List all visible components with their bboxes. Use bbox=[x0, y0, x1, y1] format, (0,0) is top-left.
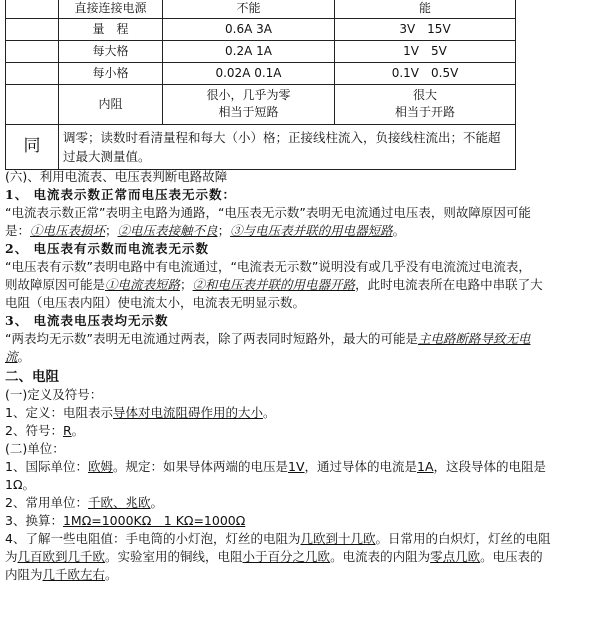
values-text4: 。电压表的 bbox=[480, 549, 543, 564]
conversion-line bbox=[5, 512, 609, 530]
conversion-formula: 1MΩ=1000KΩ 1 KΩ=1000Ω bbox=[62, 513, 246, 528]
section-fault-title: (六)、利用电流表、电压表判断电路故障 bbox=[5, 169, 228, 184]
case3-text: “两表均无示数”表明无电流通过两表，除了两表同时短路外，最大的可能是 bbox=[5, 331, 418, 346]
si-unit-current: 1A bbox=[417, 459, 434, 474]
case1-sep1: ； bbox=[105, 223, 118, 238]
row-label-small-division: 每小格 bbox=[59, 62, 163, 84]
ammeter-internal-resistance bbox=[163, 84, 335, 124]
symbol-prefix: 2、符号： bbox=[5, 423, 63, 438]
row-label-internal-resistance: 内阻 bbox=[59, 84, 163, 124]
case3-heading: 3、 电流表电压表均无示数 bbox=[5, 313, 169, 328]
si-unit-line2: 1Ω。 bbox=[5, 477, 36, 492]
unit-subtitle: (二)单位： bbox=[5, 441, 65, 456]
values-copper-wire: 小于百分之几欧 bbox=[242, 549, 331, 564]
common-unit-end: 。 bbox=[150, 495, 163, 510]
symbol-end: 。 bbox=[71, 423, 85, 438]
values-ammeter: 零点几欧 bbox=[430, 549, 481, 564]
case2-line2 bbox=[5, 276, 609, 294]
case3-line2 bbox=[5, 348, 609, 366]
case1-end: 。 bbox=[392, 223, 406, 238]
case2-end: ，此时电流表所在电路中串联了大 bbox=[355, 277, 543, 292]
values-voltmeter: 几千欧左右 bbox=[42, 567, 106, 582]
definition-underlined: 导体对电流阻碍作用的大小 bbox=[112, 405, 263, 420]
notes-body bbox=[5, 168, 609, 584]
definition-prefix: 1、定义：电阻表示 bbox=[5, 405, 113, 420]
voltmeter-internal-resistance bbox=[335, 84, 516, 124]
row-label-big-division: 每大格 bbox=[59, 40, 163, 62]
si-unit-text1: 。规定：如果导体两端的电压是 bbox=[112, 459, 288, 474]
case2-reason2: ②和电压表并联的用电器开路 bbox=[192, 277, 356, 292]
meter-comparison-table bbox=[5, 0, 516, 170]
ammeter-resistance-line2: 相当于短路 bbox=[218, 105, 279, 119]
common-unit-names: 千欧、兆欧 bbox=[87, 495, 151, 510]
values-text3: 。电流表的内阻为 bbox=[330, 549, 431, 564]
values-line3-prefix: 内阻为 bbox=[5, 567, 43, 582]
ammeter-big-division: 0.2A 1A bbox=[163, 40, 335, 62]
voltmeter-resistance-line2: 相当于开路 bbox=[394, 105, 455, 119]
case1-prefix: 是： bbox=[5, 223, 31, 238]
definition-subtitle: (一)定义及符号： bbox=[5, 387, 103, 402]
case1-sep2: ； bbox=[217, 223, 231, 238]
ammeter-small-division: 0.02A 0.1A bbox=[163, 62, 335, 84]
values-bulb: 几欧到十几欧 bbox=[300, 531, 376, 546]
same-note: 调零；读数时看清量程和每大（小）格；正接线柱流入，负接线柱流出；不能超过最大测量值。 bbox=[59, 124, 516, 169]
section-resistance-title: 二、电阻 bbox=[5, 369, 59, 385]
symbol-underlined: R bbox=[62, 423, 72, 438]
si-unit-text3: ，这段导体的电阻是 bbox=[433, 459, 547, 474]
case1-line2 bbox=[5, 222, 609, 240]
case3-reason-part1: 主电路断路导致无电 bbox=[417, 331, 531, 346]
same-label: 同 bbox=[6, 124, 59, 169]
voltmeter-direct-connect: 能 bbox=[335, 0, 516, 18]
values-incandescent: 几百欧到几千欧 bbox=[17, 549, 106, 564]
common-unit-prefix: 2、常用单位： bbox=[5, 495, 88, 510]
case3-reason-part2: 流 bbox=[5, 349, 18, 364]
si-unit-name: 欧姆 bbox=[87, 459, 113, 474]
case1-heading: 1、 电流表示数正常而电压表无示数： bbox=[5, 187, 237, 202]
voltmeter-big-division: 1V 5V bbox=[335, 40, 516, 62]
values-line2 bbox=[5, 548, 609, 566]
case2-reason1: ①电流表短路 bbox=[105, 277, 181, 292]
values-line2-prefix: 为 bbox=[5, 549, 18, 564]
row-label-range: 量 程 bbox=[59, 18, 163, 40]
values-line1 bbox=[5, 530, 609, 548]
si-unit-text2: ，通过导体的电流是 bbox=[304, 459, 418, 474]
case3-line1 bbox=[5, 330, 609, 348]
case1-line1: “电流表示数正常”表明主电路为通路，“电压表无示数”表明无电流通过电压表，则故障原因可能 bbox=[5, 205, 531, 220]
ammeter-resistance-line1: 很小，几乎为零 bbox=[206, 88, 291, 102]
values-end: 。 bbox=[105, 567, 118, 582]
definition-line bbox=[5, 404, 609, 422]
values-text1: 。日常用的白炽灯，灯丝的电阻 bbox=[375, 531, 551, 546]
voltmeter-resistance-line1: 很大 bbox=[412, 88, 437, 102]
case2-line1: “电压表有示数”表明电路中有电流通过，“电流表无示数”说明没有或几乎没有电流流过电流表， bbox=[5, 259, 531, 274]
definition-end: 。 bbox=[262, 405, 276, 420]
case2-line3: 电阻（电压表内阻）使电流太小，电流表无明显示数。 bbox=[5, 295, 306, 310]
voltmeter-small-division: 0.1V 0.5V bbox=[335, 62, 516, 84]
values-line3 bbox=[5, 566, 609, 584]
case1-reason2: ②电压表接触不良 bbox=[117, 223, 218, 238]
voltmeter-range: 3V 15V bbox=[335, 18, 516, 40]
case1-reason3: ③与电压表并联的用电器短路 bbox=[230, 223, 393, 238]
row-label-direct-connect: 直接连接电源 bbox=[59, 0, 163, 18]
case2-prefix: 则故障原因可能是 bbox=[5, 277, 106, 292]
case1-reason1: ①电压表损坏 bbox=[30, 223, 106, 238]
case2-sep1: ； bbox=[180, 277, 193, 292]
symbol-line bbox=[5, 422, 609, 440]
case2-heading: 2、 电压表有示数而电流表无示数 bbox=[5, 241, 210, 256]
values-text2: 。实验室用的铜线，电阻 bbox=[105, 549, 243, 564]
common-unit-line bbox=[5, 494, 609, 512]
si-unit-line bbox=[5, 458, 609, 476]
si-unit-voltage: 1V bbox=[288, 459, 305, 474]
si-unit-prefix: 1、国际单位： bbox=[5, 459, 88, 474]
values-prefix: 4、了解一些电阻值：手电筒的小灯泡，灯丝的电阻为 bbox=[5, 531, 301, 546]
conversion-prefix: 3、换算： bbox=[5, 513, 63, 528]
case3-end: 。 bbox=[17, 349, 31, 364]
ammeter-range: 0.6A 3A bbox=[163, 18, 335, 40]
ammeter-direct-connect: 不能 bbox=[163, 0, 335, 18]
